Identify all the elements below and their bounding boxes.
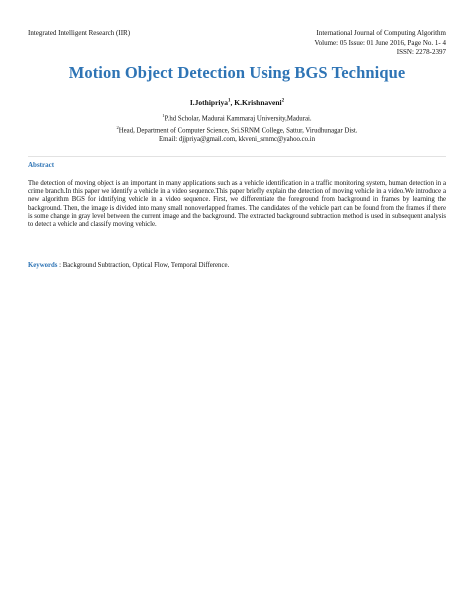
email-line: Email: djjpriya@gmail.com, kkveni_srnmc@yahoo.co.in [159,136,315,144]
journal-volume: Volume: 05 Issue: 01 June 2016, Page No. 1- 4 [314,38,446,47]
author-separator: , [230,98,235,107]
keywords-text: Background Subtraction, Optical Flow, Temporal Difference. [62,262,230,269]
author-name: I.Jothipriya [189,98,229,107]
affiliation-text: Head, Department of Computer Science, Sri.SRNM College, Sattur, Virudhunagar Dist. [118,127,358,135]
affiliations [0,112,474,145]
abstract-body [28,180,446,229]
affiliation-mark: 2 [281,98,285,104]
abstract-heading: Abstract [28,161,55,169]
affiliation-text: P.hd Scholar, Madurai Kammaraj University,Madurai. [164,115,312,123]
keywords-line [28,262,446,269]
running-header-right [315,29,447,58]
paper-title: Motion Object Detection Using BGS Technique [68,63,406,82]
affiliation-line [0,112,474,124]
affiliation-mark: 1 [162,113,165,118]
affiliation-mark: 1 [228,98,231,104]
journal-name: International Journal of Computing Algorithm [316,29,446,37]
affiliation-line [0,124,474,136]
affiliation-mark: 2 [116,125,119,131]
abstract-text: The detection of moving object is an important in many applications such as a vehicle identification in a traffic monitoring system, human detection in a crime branch.In this paper we identify a vehicle in a video sequence.This paper briefly explain the detection of moving vehicle in a video.We introduce a new algorithm BGS for idntifying vehicle in a video sequence. First, we differentiate the foreground from background in frames by learning the background. Then, the image is divided into many small nonoverlapped frames. The candidates of the vehicle part can be found from the frames if there is some change in gray level between the current image and the background. The extracted background subtraction method is used in subsequent analysis to detect a vehicle and classify moving vehicle. [28,180,446,229]
author-name: K.Krishnaveni [234,98,282,107]
keywords-label: Keywords [28,262,58,269]
journal-issn: ISSN: 2278-2397 [396,48,446,56]
running-header-left: Integrated Intelligent Research (IIR) [28,29,131,37]
keywords-separator: : [57,262,63,269]
author-line [0,98,474,107]
abstract-divider [28,156,446,157]
